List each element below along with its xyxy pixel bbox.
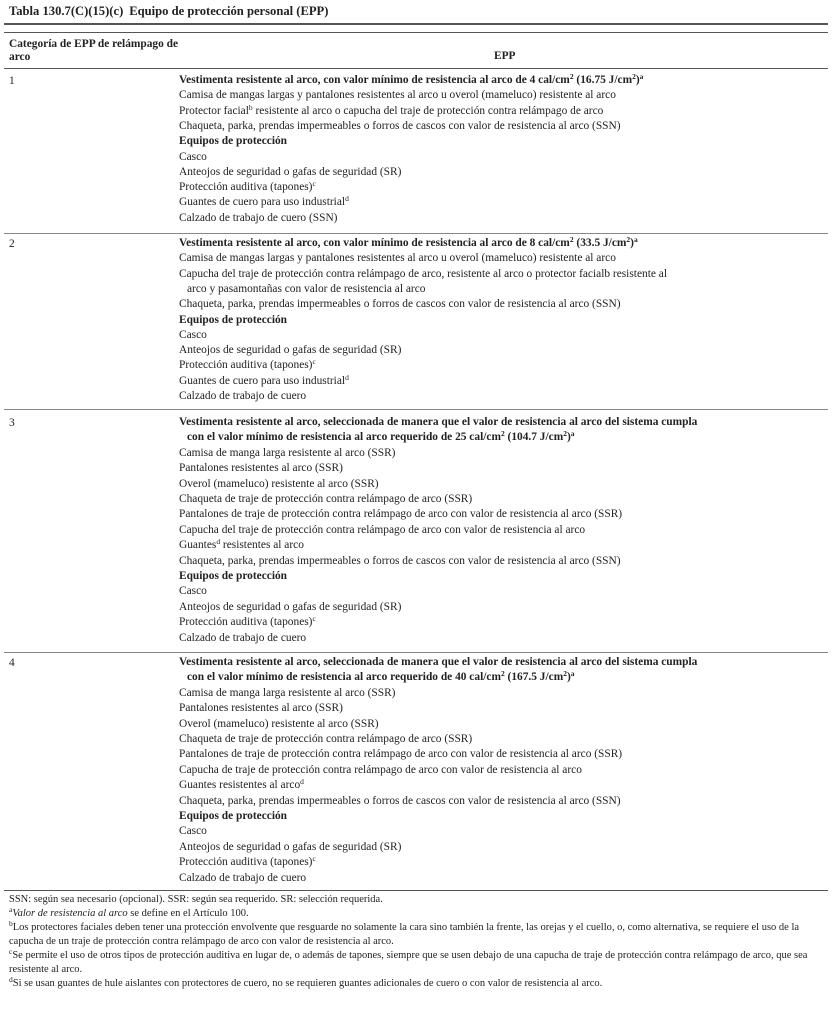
table-title-text: Equipo de protección personal (EPP) — [129, 4, 329, 18]
superscript: 2 — [563, 429, 567, 439]
epp-line: Casco — [179, 825, 207, 838]
epp-line: Anteojos de seguridad o gafas de seguridad (SR) — [179, 600, 402, 613]
epp-line-text: Vestimenta resistente al arco, con valor mínimo de resistencia al arco de 8 cal/cm — [179, 237, 570, 249]
superscript: 2 — [500, 669, 505, 679]
epp-line: Chaqueta de traje de protección contra relámpago de arco (SSR) — [179, 733, 473, 745]
epp-line-text: ) — [630, 237, 634, 249]
epp-line-text: ) — [566, 431, 571, 444]
footnote-a-text: se define en el Artículo 100. — [127, 908, 249, 919]
row-separator — [4, 409, 828, 410]
category-cell: 4 — [9, 657, 15, 669]
footnote-ref: b — [248, 102, 253, 112]
epp-line-text: Guantes de cuero para uso industrial — [179, 196, 346, 209]
epp-line: Equipos de protección — [179, 135, 288, 148]
footnote-b-text: Los protectores faciales deben tener una protección envolvente que resguarde no solamente la cara sino también la frente, las orejas y el cuello, o, como alternativa, se requiere el uso de la capucha de un traje de protección contra relámpago de arco con valor de resistencia al arco. — [9, 922, 800, 947]
epp-line: Chaqueta, parka, prendas impermeables o forros de cascos con valor de resistencia al arco (SSN) — [179, 554, 621, 567]
epp-line — [179, 195, 349, 210]
epp-line: Camisa de manga larga resistente al arco (SSR) — [179, 446, 396, 459]
superscript: 2 — [569, 235, 574, 244]
footnote-ref: c — [312, 614, 316, 624]
epp-line: Anteojos de seguridad o gafas de seguridad (SR) — [179, 840, 402, 853]
category-cell: 3 — [9, 417, 15, 429]
epp-line — [179, 615, 316, 630]
epp-line: Equipos de protección — [179, 313, 288, 326]
epp-line-text: Protector facial — [179, 104, 249, 117]
epp-line: Pantalones resistentes al arco (SSR) — [179, 702, 343, 715]
epp-line: Chaqueta de traje de protección contra relámpago de arco (SSR) — [179, 493, 473, 505]
row-separator — [4, 652, 828, 653]
footnote-ref: c — [312, 854, 316, 864]
epp-line-text: Protección auditiva (tapones) — [179, 359, 313, 372]
epp-line-text: Guantes — [179, 539, 217, 552]
column-header-category: Categoría de EPP de relámpago de arco — [9, 38, 179, 64]
epp-line — [179, 374, 349, 389]
footnote-ref: d — [345, 194, 349, 204]
footnote-ref: a — [639, 72, 644, 81]
header-top-rule — [4, 32, 828, 33]
footnote-a-italic: Valor de resistencia al arco — [12, 908, 128, 919]
footnote-c — [9, 949, 827, 977]
epp-line-text: resistente al arco o capucha del traje de protección contra relámpago de arco — [252, 104, 604, 117]
footnote-ref: d — [300, 777, 304, 787]
table-footnotes — [9, 893, 827, 991]
epp-line: Equipos de protección — [179, 570, 288, 582]
table-title — [9, 4, 328, 19]
footnote-ref: d — [345, 372, 349, 382]
epp-line: Chaqueta, parka, prendas impermeables o forros de cascos con valor de resistencia al arco (SSN) — [179, 794, 621, 807]
epp-line: Pantalones de traje de protección contra relámpago de arco con valor de resistencia al arco (SSR) — [179, 748, 623, 761]
epp-line: Chaqueta, parka, prendas impermeables o forros de cascos con valor de resistencia al arco (SSN) — [179, 298, 621, 311]
superscript: 2 — [626, 235, 631, 244]
epp-line: Casco — [179, 328, 207, 341]
superscript: 2 — [563, 669, 567, 679]
epp-line: arco y pasamontañas con valor de resistencia al arco — [187, 282, 426, 295]
epp-line — [179, 778, 304, 793]
epp-line: Calzado de trabajo de cuero — [179, 871, 307, 884]
footnote-ref: a — [570, 429, 575, 439]
superscript: 2 — [500, 429, 505, 439]
footnote-a-mark: a — [9, 905, 13, 914]
epp-line — [179, 236, 638, 251]
category-cell: 2 — [9, 238, 15, 250]
footnote-d-text: Si se usan guantes de hule aislantes con protectores de cuero, no se requieren guantes adicionales de cuero o con valor de resistencia al arco. — [12, 978, 603, 989]
epp-line: Casco — [179, 585, 207, 598]
epp-line — [179, 180, 316, 195]
epp-line: Camisa de mangas largas y pantalones resistentes al arco u overol (mameluco) resistente al arco — [179, 89, 616, 102]
footnote-ref: a — [633, 235, 638, 244]
epp-line-text: ) — [635, 74, 640, 86]
footnote-d — [9, 977, 827, 991]
table-bottom-rule — [4, 890, 828, 891]
epp-line — [179, 73, 643, 88]
epp-line: Calzado de trabajo de cuero — [179, 631, 307, 644]
epp-line-text: con el valor mínimo de resistencia al arco requerido de 40 cal/cm — [187, 671, 501, 684]
epp-line-text: resistentes al arco — [220, 539, 304, 552]
footnote-b — [9, 921, 827, 949]
epp-line-text: con el valor mínimo de resistencia al arco requerido de 25 cal/cm — [187, 431, 501, 444]
epp-line: Capucha del traje de protección contra relámpago de arco, resistente al arco o protector facialb resistente al — [179, 267, 667, 280]
epp-line-text: (16.75 J/cm — [573, 74, 633, 86]
footnote-ref: c — [312, 357, 316, 367]
footnote-c-mark: c — [9, 947, 13, 956]
superscript: 2 — [632, 72, 636, 81]
epp-line: Vestimenta resistente al arco, seleccionada de manera que el valor de resistencia al arco del sistema cumpla — [179, 416, 698, 428]
epp-line-text: Vestimenta resistente al arco, con valor mínimo de resistencia al arco de 4 cal/cm — [179, 74, 570, 86]
table-title-number: Tabla 130.7(C)(15)(c) — [9, 4, 124, 18]
epp-line — [179, 104, 603, 119]
epp-line-text: (33.5 J/cm — [573, 237, 627, 249]
footnote-abbreviations: SSN: según sea necesario (opcional). SSR: según sea requerido. SR: selección requerida. — [9, 894, 383, 905]
epp-line: Equipos de protección — [179, 810, 288, 822]
epp-line — [187, 430, 575, 445]
epp-line: Overol (mameluco) resistente al arco (SSR) — [179, 717, 379, 730]
superscript: 2 — [569, 72, 574, 81]
epp-line-text: (104.7 J/cm — [504, 431, 564, 444]
epp-line — [179, 358, 316, 373]
footnote-ref: a — [570, 669, 575, 679]
epp-line-text: Guantes resistentes al arco — [179, 779, 301, 792]
epp-line: Casco — [179, 150, 207, 163]
header-bottom-rule — [4, 68, 828, 69]
footnote-c-text: Se permite el uso de otros tipos de protección auditiva en lugar de, o además de tapones, siempre que se usen debajo de una capucha de traje de protección contra relámpago de arco, que sea resistente al arco. — [9, 950, 808, 975]
title-rule — [4, 23, 828, 25]
epp-line: Calzado de trabajo de cuero (SSN) — [179, 211, 338, 224]
epp-line-text: ) — [566, 671, 571, 684]
epp-line-text: Protección auditiva (tapones) — [179, 616, 313, 629]
epp-line — [179, 538, 304, 553]
epp-line: Pantalones de traje de protección contra relámpago de arco con valor de resistencia al arco (SSR) — [179, 508, 623, 521]
epp-line — [187, 670, 575, 685]
footnote-ref: d — [216, 537, 221, 547]
epp-line: Camisa de mangas largas y pantalones resistentes al arco u overol (mameluco) resistente al arco — [179, 252, 616, 265]
epp-line: Pantalones resistentes al arco (SSR) — [179, 462, 343, 475]
epp-line-text: Protección auditiva (tapones) — [179, 181, 313, 194]
epp-line: Chaqueta, parka, prendas impermeables o forros de cascos con valor de resistencia al arco (SSN) — [179, 119, 621, 132]
epp-line: Overol (mameluco) resistente al arco (SSR) — [179, 477, 379, 490]
footnote-d-mark: d — [9, 975, 13, 984]
epp-line: Vestimenta resistente al arco, seleccionada de manera que el valor de resistencia al arco del sistema cumpla — [179, 656, 698, 668]
epp-line: Calzado de trabajo de cuero — [179, 390, 307, 402]
epp-line: Capucha de traje de protección contra relámpago de arco con valor de resistencia al arco — [179, 763, 582, 776]
epp-line: Camisa de manga larga resistente al arco (SSR) — [179, 686, 396, 699]
epp-line-text: Protección auditiva (tapones) — [179, 856, 313, 869]
epp-line-text: Guantes de cuero para uso industrial — [179, 374, 346, 387]
epp-line: Capucha del traje de protección contra relámpago de arco con valor de resistencia al arco — [179, 523, 586, 536]
footnote-a — [9, 907, 827, 921]
epp-line: Anteojos de seguridad o gafas de seguridad (SR) — [179, 344, 402, 357]
epp-line-text: (167.5 J/cm — [504, 671, 564, 684]
footnote-ref: c — [312, 179, 316, 189]
row-separator — [4, 233, 828, 234]
category-cell: 1 — [9, 75, 15, 87]
epp-line: Anteojos de seguridad o gafas de seguridad (SR) — [179, 165, 402, 178]
epp-line — [179, 855, 316, 870]
column-header-epp: EPP — [494, 50, 516, 62]
footnote-b-mark: b — [9, 919, 13, 928]
